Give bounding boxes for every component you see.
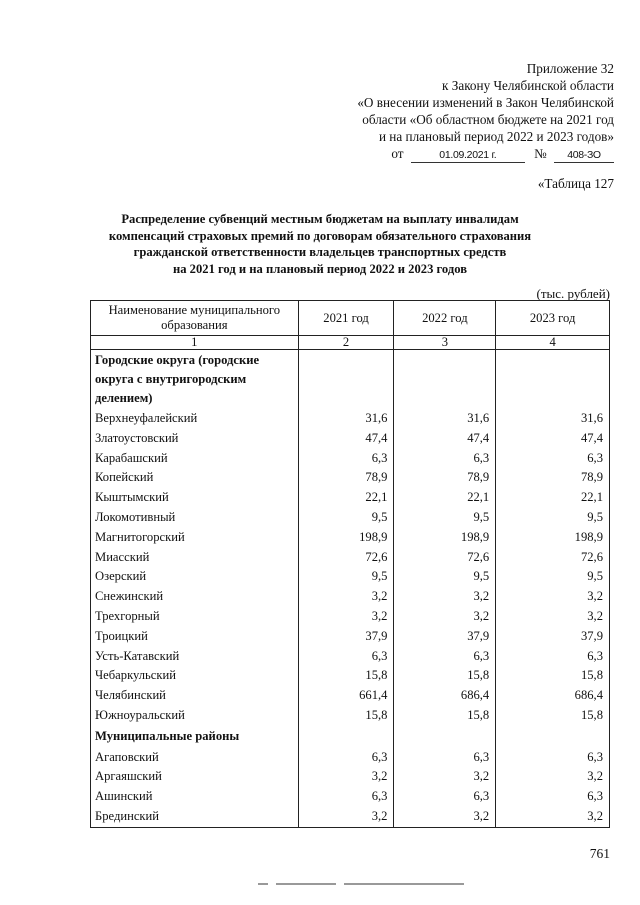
municipality-cell: Ашинский xyxy=(91,787,299,807)
municipality-cell: Озерский xyxy=(91,567,299,587)
value-2021-cell: 6,3 xyxy=(298,647,394,667)
table-row xyxy=(91,508,610,528)
municipality-cell: Трехгорный xyxy=(91,607,299,627)
municipality-cell: Агаповский xyxy=(91,748,299,768)
table-reference: «Таблица 127 xyxy=(537,176,614,191)
table-row xyxy=(91,488,610,508)
value-2023-cell: 47,4 xyxy=(496,429,610,449)
value-2023-cell: 78,9 xyxy=(496,468,610,488)
scan-artifact xyxy=(258,883,268,885)
table-row xyxy=(91,706,610,726)
column-number: 4 xyxy=(496,336,610,350)
table-row xyxy=(91,666,610,686)
municipality-cell: Карабашский xyxy=(91,449,299,469)
value-2023-cell: 31,6 xyxy=(496,409,610,429)
table-row xyxy=(91,587,610,607)
municipality-cell: Муниципальные районы xyxy=(91,726,299,748)
appendix-line-3: «О внесении изменений в Закон Челябинской xyxy=(357,95,614,110)
value-2023-cell: 3,2 xyxy=(496,767,610,787)
value-2023-cell: 3,2 xyxy=(496,587,610,607)
municipality-cell: Аргаяшский xyxy=(91,767,299,787)
value-2022-cell: 6,3 xyxy=(394,787,496,807)
municipality-cell: Магнитогорский xyxy=(91,528,299,548)
value-2023-cell: 9,5 xyxy=(496,567,610,587)
table-row xyxy=(91,647,610,667)
value-2021-cell: 15,8 xyxy=(298,706,394,726)
value-2023-cell: 3,2 xyxy=(496,807,610,827)
municipality-cell: Локомотивный xyxy=(91,508,299,528)
value-2022-cell: 37,9 xyxy=(394,627,496,647)
value-2023-cell: 686,4 xyxy=(496,686,610,706)
table-row xyxy=(91,787,610,807)
value-2023-cell xyxy=(496,726,610,748)
municipality-cell: Усть-Катавский xyxy=(91,647,299,667)
value-2022-cell: 9,5 xyxy=(394,567,496,587)
value-2021-cell: 6,3 xyxy=(298,787,394,807)
value-2023-cell: 9,5 xyxy=(496,508,610,528)
value-2021-cell: 78,9 xyxy=(298,468,394,488)
value-2021-cell: 3,2 xyxy=(298,767,394,787)
table-row xyxy=(91,686,610,706)
units-label: (тыс. рублей) xyxy=(536,286,610,301)
value-2022-cell: 22,1 xyxy=(394,488,496,508)
table-row xyxy=(91,548,610,568)
value-2023-cell: 3,2 xyxy=(496,607,610,627)
municipality-cell: Брединский xyxy=(91,807,299,827)
value-2022-cell: 72,6 xyxy=(394,548,496,568)
table-row xyxy=(91,528,610,548)
table-row xyxy=(91,429,610,449)
value-2022-cell: 3,2 xyxy=(394,587,496,607)
title-line-1: Распределение субвенций местным бюджетам на выплату инвалидам xyxy=(121,212,519,226)
column-number-row xyxy=(91,336,610,350)
table-body xyxy=(91,350,610,828)
adoption-date-line xyxy=(357,145,614,163)
value-2023-cell: 6,3 xyxy=(496,748,610,768)
table-section-row xyxy=(91,350,610,410)
header-2023: 2023 год xyxy=(496,301,610,336)
value-2022-cell: 6,3 xyxy=(394,748,496,768)
table-row xyxy=(91,567,610,587)
value-2021-cell: 37,9 xyxy=(298,627,394,647)
header-2022: 2022 год xyxy=(394,301,496,336)
value-2021-cell: 661,4 xyxy=(298,686,394,706)
value-2021-cell: 9,5 xyxy=(298,508,394,528)
value-2023-cell: 6,3 xyxy=(496,449,610,469)
value-2021-cell: 15,8 xyxy=(298,666,394,686)
table-section-row xyxy=(91,726,610,748)
municipality-cell: Южноуральский xyxy=(91,706,299,726)
value-2022-cell: 15,8 xyxy=(394,666,496,686)
law-number: 408-ЗО xyxy=(554,149,614,163)
title-line-3: гражданской ответственности владельцев транспортных средств xyxy=(133,245,507,259)
value-2021-cell: 3,2 xyxy=(298,607,394,627)
value-2021-cell: 22,1 xyxy=(298,488,394,508)
adoption-date: 01.09.2021 г. xyxy=(411,149,525,163)
value-2023-cell xyxy=(496,350,610,410)
appendix-line-1: Приложение 32 xyxy=(526,61,614,76)
municipality-cell: Чебаркульский xyxy=(91,666,299,686)
value-2021-cell: 6,3 xyxy=(298,748,394,768)
table-header-row xyxy=(91,301,610,336)
appendix-line-5: и на плановый период 2022 и 2023 годов» xyxy=(378,129,614,144)
value-2021-cell: 47,4 xyxy=(298,429,394,449)
appendix-line-4: области «Об областном бюджете на 2021 год xyxy=(362,112,614,127)
municipality-cell: Кыштымский xyxy=(91,488,299,508)
value-2023-cell: 15,8 xyxy=(496,666,610,686)
number-prefix: № xyxy=(534,146,547,161)
municipality-cell: Троицкий xyxy=(91,627,299,647)
value-2023-cell: 198,9 xyxy=(496,528,610,548)
value-2021-cell: 3,2 xyxy=(298,587,394,607)
municipality-cell: Верхнеуфалейский xyxy=(91,409,299,429)
value-2023-cell: 6,3 xyxy=(496,787,610,807)
value-2022-cell: 6,3 xyxy=(394,449,496,469)
table-row xyxy=(91,468,610,488)
municipality-cell: Челябинский xyxy=(91,686,299,706)
title-line-4: на 2021 год и на плановый период 2022 и 2023 годов xyxy=(172,261,468,276)
column-number: 3 xyxy=(394,336,496,350)
appendix-block xyxy=(357,60,614,163)
municipality-cell: Златоустовский xyxy=(91,429,299,449)
value-2021-cell xyxy=(298,350,394,410)
title-line-2: компенсаций страховых премий по договорам обязательного страхования xyxy=(108,228,532,243)
value-2022-cell: 9,5 xyxy=(394,508,496,528)
municipality-cell: Городские округа (городские округа с внутригородским делением) xyxy=(91,350,299,410)
value-2021-cell: 72,6 xyxy=(298,548,394,568)
table-row xyxy=(91,449,610,469)
value-2023-cell: 37,9 xyxy=(496,627,610,647)
value-2022-cell: 15,8 xyxy=(394,706,496,726)
value-2023-cell: 22,1 xyxy=(496,488,610,508)
date-prefix: от xyxy=(391,146,404,161)
municipality-cell: Миасский xyxy=(91,548,299,568)
appendix-line-2: к Закону Челябинской области xyxy=(442,78,614,93)
column-number: 1 xyxy=(91,336,299,350)
value-2023-cell: 15,8 xyxy=(496,706,610,726)
header-municipality: Наименование муниципального образования xyxy=(91,301,299,336)
page-number: 761 xyxy=(589,846,610,861)
value-2022-cell xyxy=(394,726,496,748)
value-2022-cell: 78,9 xyxy=(394,468,496,488)
value-2022-cell: 6,3 xyxy=(394,647,496,667)
municipality-cell: Копейский xyxy=(91,468,299,488)
municipality-cell: Снежинский xyxy=(91,587,299,607)
value-2023-cell: 6,3 xyxy=(496,647,610,667)
value-2022-cell: 198,9 xyxy=(394,528,496,548)
scan-artifact xyxy=(276,883,336,885)
value-2022-cell: 47,4 xyxy=(394,429,496,449)
table-row xyxy=(91,607,610,627)
header-2021: 2021 год xyxy=(298,301,394,336)
value-2021-cell: 3,2 xyxy=(298,807,394,827)
value-2023-cell: 72,6 xyxy=(496,548,610,568)
document-title xyxy=(0,211,640,277)
value-2022-cell: 3,2 xyxy=(394,767,496,787)
value-2021-cell: 198,9 xyxy=(298,528,394,548)
value-2021-cell: 31,6 xyxy=(298,409,394,429)
value-2022-cell xyxy=(394,350,496,410)
table-row xyxy=(91,627,610,647)
table-row xyxy=(91,748,610,768)
value-2022-cell: 3,2 xyxy=(394,607,496,627)
value-2021-cell: 9,5 xyxy=(298,567,394,587)
value-2021-cell xyxy=(298,726,394,748)
column-number: 2 xyxy=(298,336,394,350)
value-2022-cell: 31,6 xyxy=(394,409,496,429)
subventions-table xyxy=(90,300,610,828)
value-2022-cell: 686,4 xyxy=(394,686,496,706)
table-row xyxy=(91,807,610,827)
table-row xyxy=(91,767,610,787)
value-2022-cell: 3,2 xyxy=(394,807,496,827)
scan-artifact xyxy=(344,883,464,885)
value-2021-cell: 6,3 xyxy=(298,449,394,469)
table-row xyxy=(91,409,610,429)
